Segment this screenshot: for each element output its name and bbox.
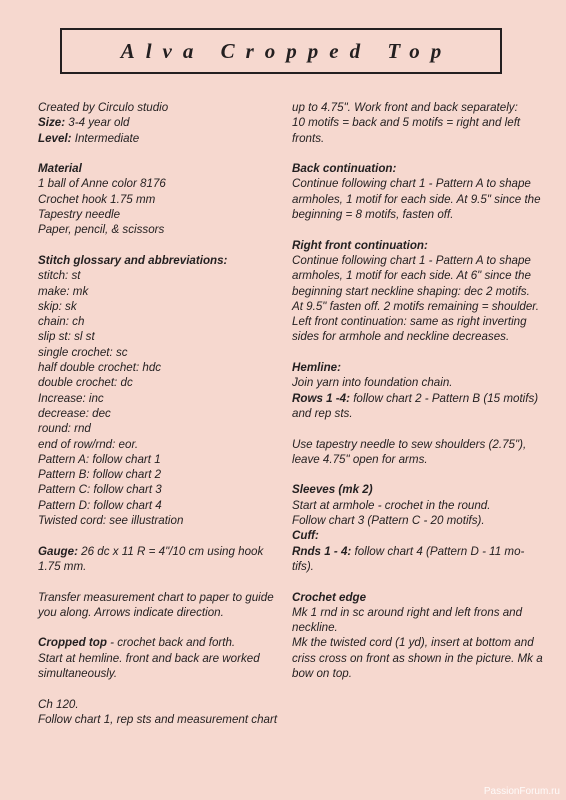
size-line — [38, 115, 278, 130]
front-line: armholes, 1 motif for each side. At 6" since the — [292, 269, 531, 283]
material-item: Tapestry needle — [38, 208, 121, 222]
watermark: PassionForum.ru — [483, 786, 560, 797]
glossary-item: Twisted cord: see illustration — [38, 514, 184, 528]
rows-value: follow chart 2 - Pattern B (15 motifs) — [349, 391, 539, 405]
glossary-item: Pattern D: follow chart 4 — [38, 498, 162, 512]
edge-heading: Crochet edge — [292, 590, 367, 604]
needle-line: Use tapestry needle to sew shoulders (2.75"), — [292, 437, 527, 451]
edge-line: bow on top. — [292, 666, 352, 680]
continuation-line: 10 motifs = back and 5 motifs = right and left — [292, 116, 521, 130]
edge-line: criss cross on front as shown in the picture. Mk a — [292, 651, 543, 665]
glossary-item: Increase: inc — [38, 391, 104, 405]
sleeves-line: Follow chart 3 (Pattern C - 20 motifs). — [292, 514, 485, 528]
back-line: armholes, 1 motif for each side. At 9.5" since the — [292, 192, 541, 206]
rnds-line — [292, 544, 528, 559]
rows-label: Rows 1 -4: — [292, 391, 350, 405]
material-item: 1 ball of Anne color 8176 — [38, 177, 166, 191]
glossary-item: end of row/rnd: eor. — [38, 437, 139, 451]
transfer-line: you along. Arrows indicate direction. — [38, 605, 224, 619]
edge-line: neckline. — [292, 621, 338, 635]
front-heading: Right front continuation: — [292, 238, 428, 252]
hemline-line: Join yarn into foundation chain. — [292, 376, 453, 390]
back-line: Continue following chart 1 - Pattern A to shape — [292, 177, 531, 191]
glossary-item: double crochet: dc — [38, 376, 133, 390]
credit-line: Created by Circulo studio — [38, 101, 169, 114]
glossary-item: round: rnd — [38, 422, 91, 436]
back-line: beginning = 8 motifs, fasten off. — [292, 208, 454, 222]
needle-line: leave 4.75" open for arms. — [292, 452, 428, 466]
glossary-item: decrease: dec — [38, 406, 111, 420]
edge-line: Mk 1 rnd in sc around right and left frons and — [292, 605, 523, 619]
gauge-line-2: 1.75 mm. — [38, 559, 87, 573]
cropped-line-2: Start at hemline. front and back are worked — [38, 651, 260, 665]
material-item: Crochet hook 1.75 mm — [38, 192, 156, 206]
continuation-line: up to 4.75". Work front and back separately: — [292, 101, 518, 114]
glossary-item: half double crochet: hdc — [38, 361, 162, 375]
glossary-item: make: mk — [38, 284, 89, 298]
cropped-label: Cropped top — [38, 636, 107, 650]
glossary-item: slip st: sl st — [38, 330, 95, 344]
hemline-heading: Hemline: — [292, 361, 341, 375]
glossary-item: Pattern B: follow chart 2 — [38, 468, 162, 482]
front-line: Left front continuation: same as right inverting — [292, 315, 527, 329]
right-column — [292, 100, 543, 681]
rnds-value: follow chart 4 (Pattern D - 11 mo- — [351, 544, 525, 558]
glossary-item: single crochet: sc — [38, 345, 128, 359]
glossary-item: skip: sk — [38, 299, 77, 313]
edge-line: Mk the twisted cord (1 yd), insert at bottom and — [292, 636, 534, 650]
size-label: Size: — [38, 116, 66, 130]
rnds-label: Rnds 1 - 4: — [292, 544, 352, 558]
rows-line — [292, 391, 539, 406]
glossary-item: Pattern C: follow chart 3 — [38, 483, 162, 497]
cropped-value: - crochet back and forth. — [106, 636, 236, 650]
back-heading: Back continuation: — [292, 162, 397, 176]
rows-line-2: and rep sts. — [292, 406, 353, 420]
page-title: Alva Cropped Top — [120, 38, 453, 63]
front-line: beginning start neckline shaping: dec 2 motifs. — [292, 284, 530, 298]
gauge-label: Gauge: — [38, 544, 78, 558]
glossary-item: chain: ch — [38, 315, 85, 329]
material-heading: Material — [38, 162, 82, 176]
cropped-line — [38, 635, 278, 650]
level-label: Level: — [38, 131, 72, 145]
continuation-line: fronts. — [292, 131, 325, 145]
level-line — [38, 131, 278, 146]
sleeves-line: Start at armhole - crochet in the round. — [292, 498, 491, 512]
gauge-value: 26 dc x 11 R = 4"/10 cm using hook — [77, 544, 264, 558]
front-line: At 9.5" fasten off. 2 motifs remaining = shoulder. — [292, 299, 539, 313]
follow-line: Follow chart 1, rep sts and measurement chart — [38, 712, 278, 726]
front-line: Continue following chart 1 - Pattern A to shape — [292, 253, 531, 267]
level-value: Intermediate — [71, 131, 140, 145]
glossary-heading: Stitch glossary and abbreviations: — [38, 253, 228, 267]
rnds-line-2: tifs). — [292, 559, 314, 573]
transfer-line: Transfer measurement chart to paper to guide — [38, 590, 274, 604]
cropped-line-3: simultaneously. — [38, 666, 118, 680]
glossary-item: Pattern A: follow chart 1 — [38, 452, 161, 466]
size-value: 3-4 year old — [65, 116, 130, 130]
title-box — [60, 28, 502, 74]
front-line: sides for armhole and neckline decreases. — [292, 330, 510, 344]
material-item: Paper, pencil, & scissors — [38, 223, 165, 237]
glossary-item: stitch: st — [38, 269, 81, 283]
cuff-heading: Cuff: — [292, 529, 319, 543]
chain-line: Ch 120. — [38, 697, 79, 711]
left-column — [38, 100, 278, 727]
sleeves-heading: Sleeves (mk 2) — [292, 483, 373, 497]
gauge-line — [38, 544, 278, 559]
